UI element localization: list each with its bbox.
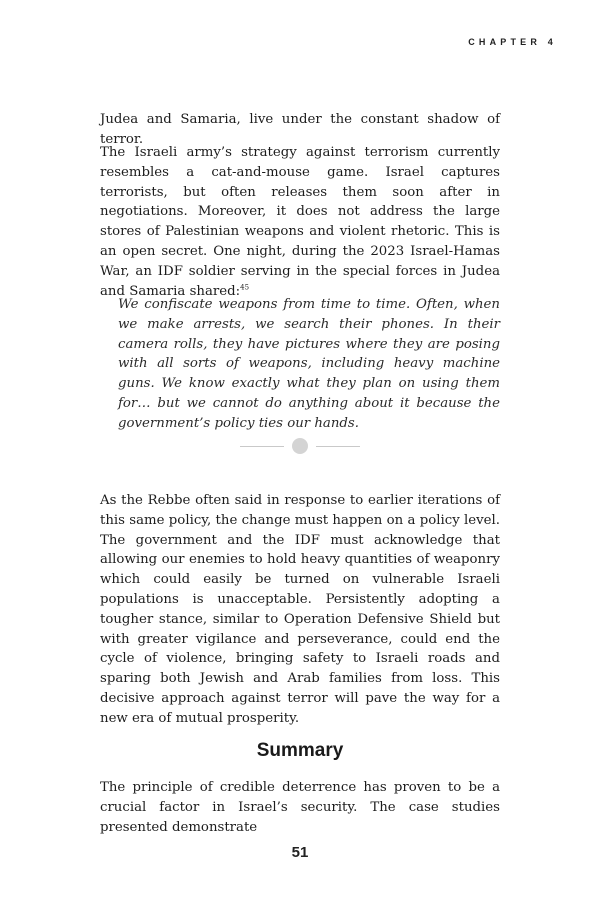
- summary-heading: Summary: [256, 740, 344, 761]
- divider-dot-icon: [292, 438, 308, 454]
- running-head: CHAPTER 4: [468, 37, 557, 47]
- paragraph-3: As the Rebbe often said in response to earlier iterations of this same policy, the change must happen on a policy level. The government and the IDF must acknowledge that allowing our enemies to hold heavy quantities of weaponry which could easily be turned on vulnerable Israeli populations is unacceptable. Persistently adopting a tougher stance, similar to Operation Defensive Shield but with greater vigilance and perseverance, could end the cycle of violence, bringing safety to Israeli roads and sparing both Jewish and Arab families from loss. This decisive approach against terror will pave the way for a new era of mutual prosperity.: [100, 493, 500, 726]
- paragraph-2: [100, 143, 500, 301]
- block-quote: We confiscate weapons from time to time. Often, when we make arrests, we search their phones. In their camera rolls, they have pictures where they are posing with all sorts of weapons, including heavy machine guns. We know exactly what they plan on using them for… but we cannot do anything about it because the government’s policy ties our hands.: [118, 297, 500, 431]
- paragraph-4: The principle of credible deterrence has proven to be a crucial factor in Israel’s security. The case studies presented demonstrate: [100, 780, 500, 835]
- footnote-reference[interactable]: 45: [240, 283, 250, 292]
- paragraph-1: Judea and Samaria, live under the constant shadow of terror.: [100, 112, 500, 147]
- paragraph-2-text: The Israeli army’s strategy against terrorism currently resembles a cat-and-mouse game. Israel captures terrorists, but often releases them soon after in negotiations. Moreover, it does not address the large stores of Palestinian weapons and violent rhetoric. This is an open secret. One night, during the 2023 Israel-Hamas War, an IDF soldier serving in the special forces in Judea and Samaria shared:: [100, 145, 500, 299]
- divider-line-left: [240, 446, 284, 447]
- divider-line-right: [316, 446, 360, 447]
- section-divider-ornament: [240, 438, 360, 454]
- page-number: 51: [291, 844, 309, 861]
